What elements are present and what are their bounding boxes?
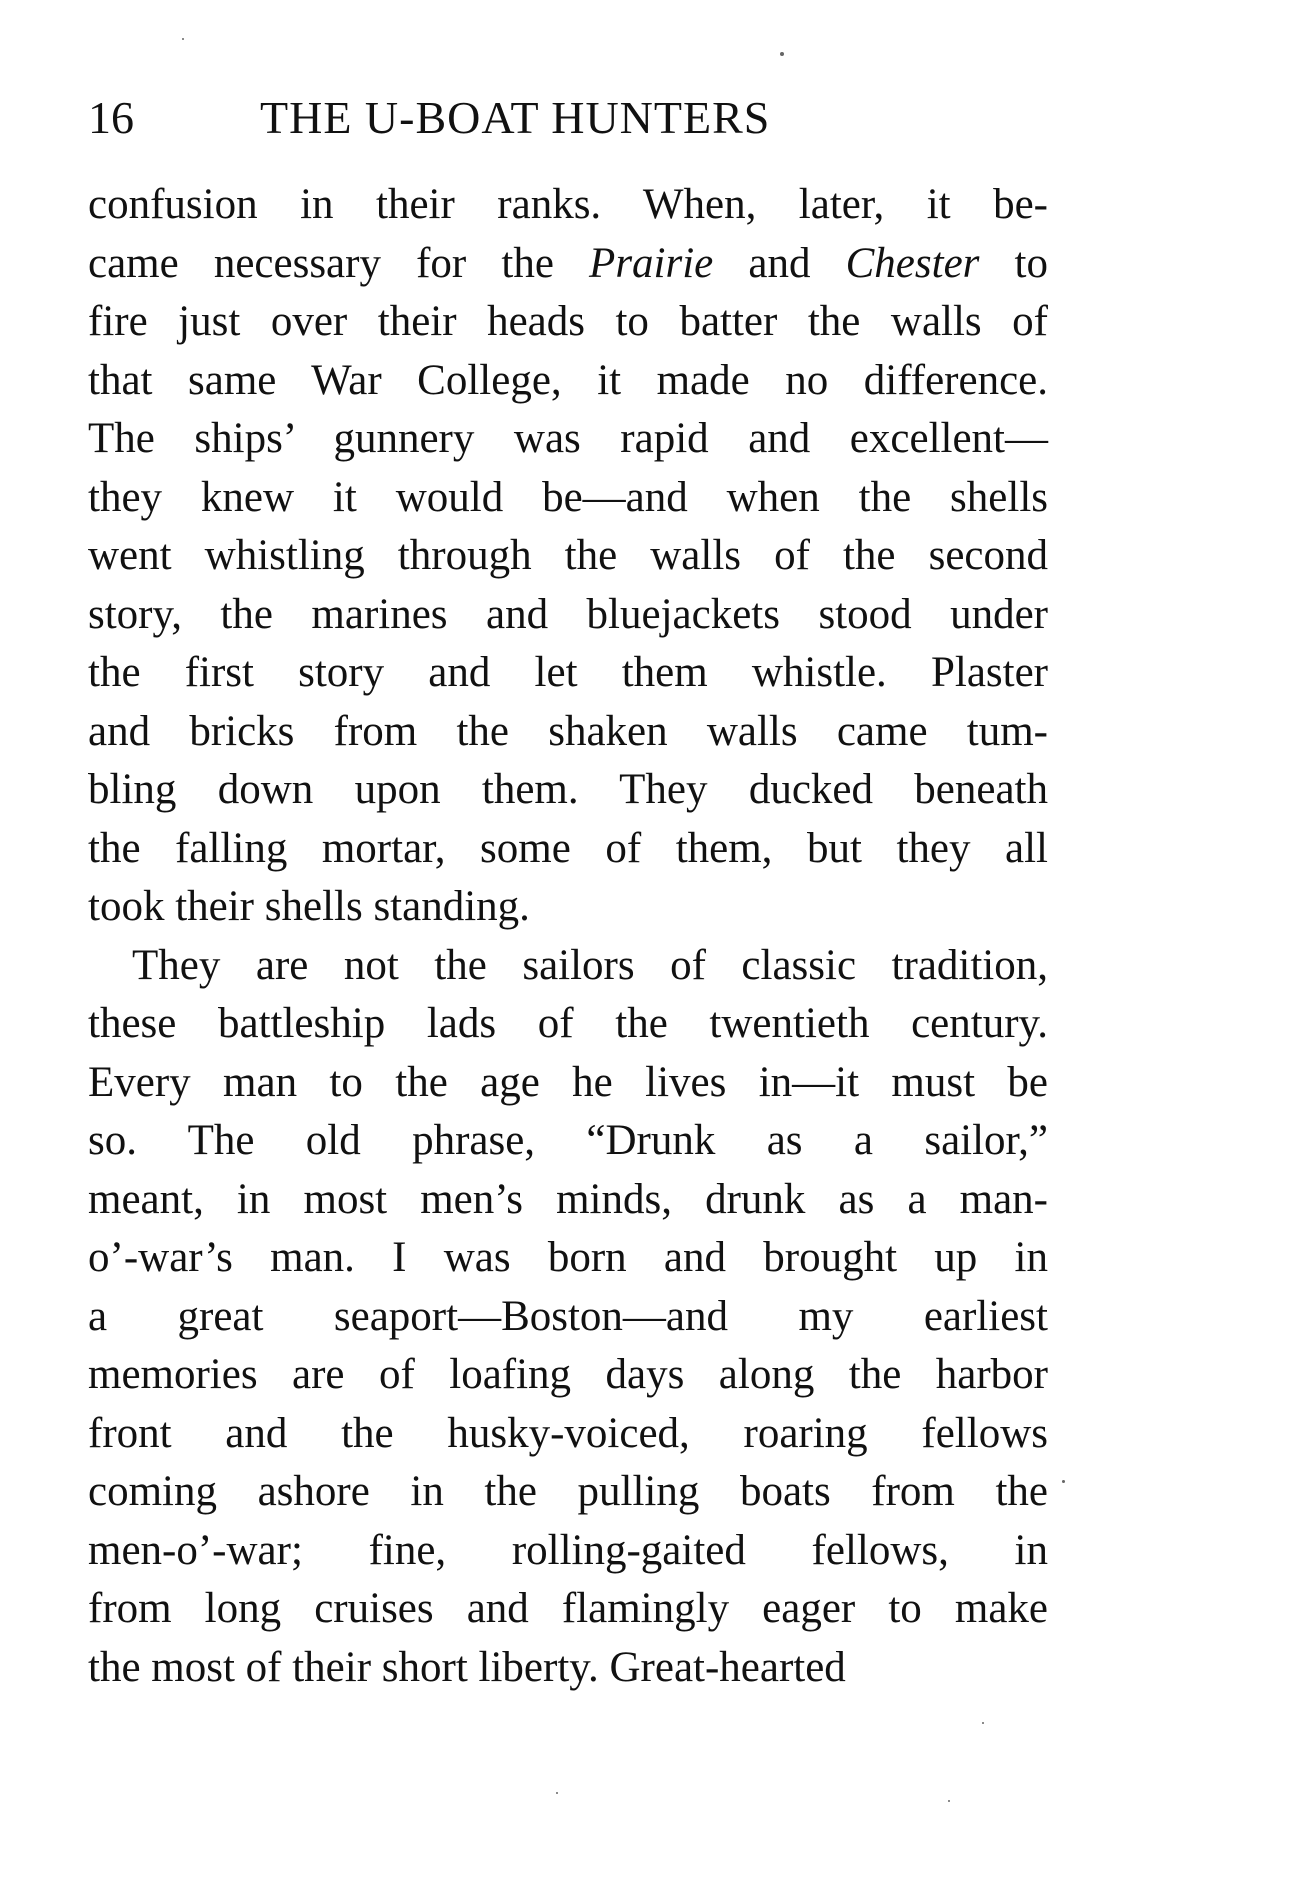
text-segment: the first story and let them whistle. Plaster: [88, 649, 1048, 696]
text-line: [88, 937, 1048, 996]
text-segment: They are not the sailors of classic tradition,: [132, 941, 1048, 989]
text-line: [88, 410, 1048, 469]
text-segment: memories are of loafing days along the harbor: [88, 1351, 1048, 1398]
scan-speck: [780, 52, 784, 56]
text-line: [88, 995, 1048, 1054]
text-line: [88, 293, 1048, 352]
text-line: [88, 1346, 1048, 1405]
text-line: [88, 235, 1048, 294]
text-segment: coming ashore in the pulling boats from the: [88, 1468, 1048, 1515]
text-segment: The ships’ gunnery was rapid and excellent—: [88, 415, 1048, 462]
text-segment: these battleship lads of the twentieth century.: [88, 1000, 1048, 1047]
text-segment: they knew it would be—and when the shells: [88, 473, 1048, 521]
text-line: [88, 761, 1048, 820]
text-segment: fire just over their heads to batter the walls of: [88, 298, 1048, 345]
text-segment: that same War College, it made no difference.: [88, 356, 1048, 404]
text-segment: front and the husky-voiced, roaring fellows: [88, 1409, 1048, 1457]
scan-speck: [1062, 1480, 1065, 1483]
text-line: [88, 176, 1048, 235]
text-line: [88, 352, 1048, 411]
text-line: [88, 1229, 1048, 1288]
scan-speck: [948, 1800, 950, 1802]
text-segment: the falling mortar, some of them, but they all: [88, 824, 1048, 872]
text-line: [88, 586, 1048, 645]
text-segment: confusion in their ranks. When, later, it be-: [88, 181, 1048, 228]
text-line: [88, 1171, 1048, 1230]
text-line: [88, 1580, 1048, 1639]
text-segment: came necessary for the: [88, 239, 590, 287]
text-line: [88, 527, 1048, 586]
page-header: [88, 88, 1068, 148]
italic-ship-name: Prairie: [589, 239, 714, 287]
text-segment: and: [713, 239, 846, 287]
text-segment: so. The old phrase, “Drunk as a sailor,”: [88, 1117, 1048, 1164]
text-segment: from long cruises and flamingly eager to make: [88, 1585, 1048, 1632]
page-number: 16: [88, 92, 134, 143]
text-segment: to: [979, 239, 1048, 287]
body-text: [88, 176, 1048, 1697]
text-segment: the most of their short liberty. Great-hearted: [88, 1643, 846, 1691]
text-segment: bling down upon them. They ducked beneath: [88, 766, 1048, 813]
text-segment: men-o’-war; fine, rolling-gaited fellows, in: [88, 1526, 1048, 1574]
text-line: [88, 703, 1048, 762]
text-segment: meant, in most men’s minds, drunk as a man-: [88, 1175, 1048, 1223]
text-segment: a great seaport—Boston—and my earliest: [88, 1292, 1048, 1340]
text-line: [88, 1405, 1048, 1464]
text-segment: took their shells standing.: [88, 883, 530, 930]
scan-speck: [182, 38, 184, 40]
text-segment: Every man to the age he lives in—it must be: [88, 1058, 1048, 1106]
text-segment: went whistling through the walls of the second: [88, 532, 1048, 579]
text-segment: o’-war’s man. I was born and brought up in: [88, 1234, 1048, 1281]
running-title: THE U-BOAT HUNTERS: [260, 92, 771, 143]
text-line: [88, 1054, 1048, 1113]
text-segment: and bricks from the shaken walls came tum-: [88, 707, 1048, 755]
text-line: [88, 644, 1048, 703]
scan-speck: [982, 1722, 984, 1724]
text-line: [88, 878, 1048, 937]
italic-ship-name: Chester: [845, 239, 980, 287]
text-segment: story, the marines and bluejackets stood under: [88, 590, 1048, 638]
text-line: [88, 1112, 1048, 1171]
text-line: [88, 1639, 1048, 1698]
text-line: [88, 1463, 1048, 1522]
text-line: [88, 1288, 1048, 1347]
text-line: [88, 469, 1048, 528]
text-line: [88, 1522, 1048, 1581]
text-line: [88, 820, 1048, 879]
scan-speck: [556, 1792, 558, 1794]
